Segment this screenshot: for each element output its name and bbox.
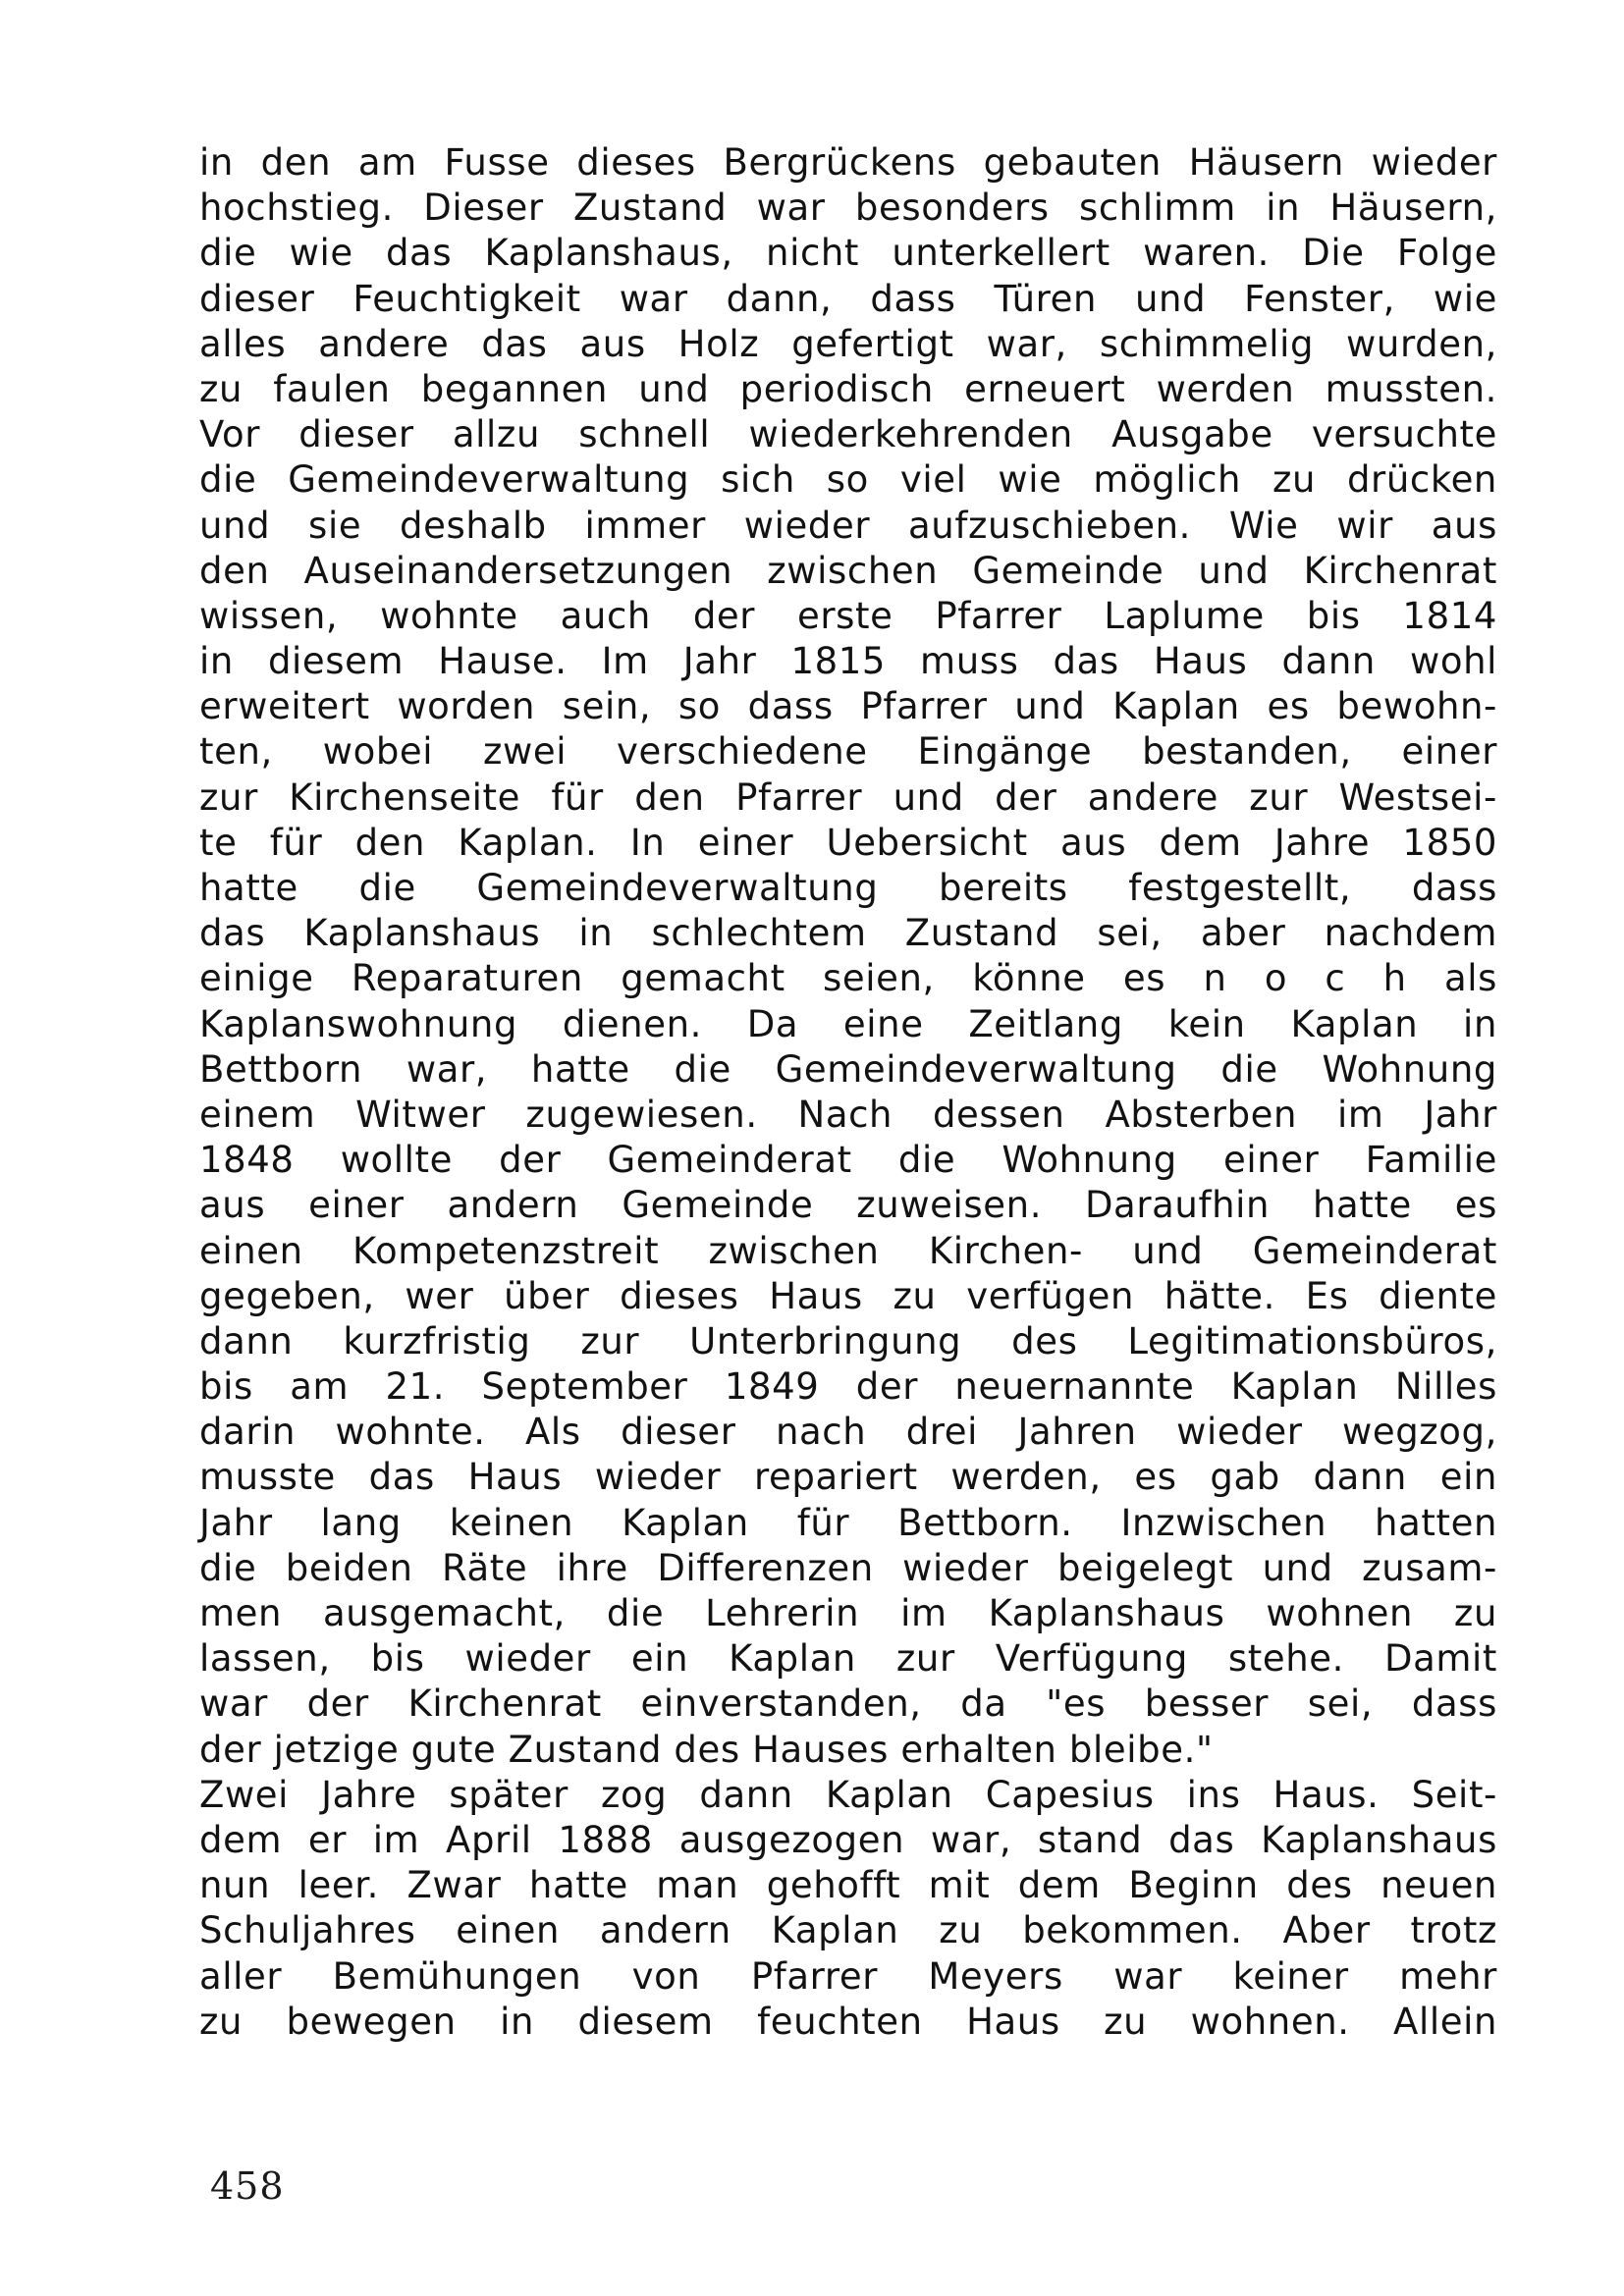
text-line-19: einige Reparaturen gemacht seien, könne es n o c h als [199, 957, 1497, 1000]
text-line-28: bis am 21. September 1849 der neuernannte Kaplan Nilles [199, 1365, 1497, 1409]
text-line-14: ten, wobei zwei verschiedene Eingänge bestanden, einer [199, 730, 1497, 774]
text-line-18: das Kaplanshaus in schlechtem Zustand sei, aber nachdem [199, 912, 1497, 955]
text-line-7: Vor dieser allzu schnell wiederkehrenden Ausgabe versuchte [199, 413, 1497, 456]
text-line-38: dem er im April 1888 ausgezogen war, stand das Kaplanshaus [199, 1818, 1497, 1861]
text-line-12: in diesem Hause. Im Jahr 1815 muss das Haus dann wohl [199, 640, 1497, 683]
text-line-34: lassen, bis wieder ein Kaplan zur Verfügung stehe. Damit [199, 1637, 1497, 1681]
text-line-29: darin wohnte. Als dieser nach drei Jahren wieder wegzog, [199, 1411, 1497, 1454]
text-line-8: die Gemeindeverwaltung sich so viel wie möglich zu drücken [199, 458, 1497, 502]
text-line-4: dieser Feuchtigkeit war dann, dass Türen und Fenster, wie [199, 277, 1497, 320]
text-line-2: hochstieg. Dieser Zustand war besonders schlimm in Häusern, [199, 187, 1497, 230]
text-line-9: und sie deshalb immer wieder aufzuschieben. Wie wir aus [199, 504, 1497, 547]
text-line-42: zu bewegen in diesem feuchten Haus zu wohnen. Allein [199, 2000, 1497, 2043]
text-line-15: zur Kirchenseite für den Pfarrer und der andere zur Westsei- [199, 775, 1497, 819]
text-line-11: wissen, wohnte auch der erste Pfarrer Laplume bis 1814 [199, 594, 1497, 637]
text-line-31: Jahr lang keinen Kaplan für Bettborn. Inzwischen hatten [199, 1501, 1497, 1544]
text-line-30: musste das Haus wieder repariert werden, es gab dann ein [199, 1456, 1497, 1499]
text-line-32: die beiden Räte ihre Differenzen wieder beigelegt und zusam- [199, 1546, 1497, 1589]
page-number: 458 [210, 2164, 285, 2208]
text-line-27: dann kurzfristig zur Unterbringung des Legitimationsbüros, [199, 1319, 1497, 1362]
text-line-39: nun leer. Zwar hatte man gehofft mit dem Beginn des neuen [199, 1864, 1497, 1907]
text-line-22: einem Witwer zugewiesen. Nach dessen Absterben im Jahr [199, 1093, 1497, 1136]
text-line-16: te für den Kaplan. In einer Uebersicht aus dem Jahre 1850 [199, 821, 1497, 864]
text-line-10: den Auseinandersetzungen zwischen Gemeinde und Kirchenrat [199, 549, 1497, 592]
text-line-26: gegeben, wer über dieses Haus zu verfügen hätte. Es diente [199, 1274, 1497, 1317]
body-text [199, 140, 1497, 2045]
text-line-40: Schuljahres einen andern Kaplan zu bekommen. Aber trotz [199, 1909, 1497, 1952]
text-line-3: die wie das Kaplanshaus, nicht unterkellert waren. Die Folge [199, 232, 1497, 275]
text-line-35: war der Kirchenrat einverstanden, da "es besser sei, dass [199, 1682, 1497, 1726]
text-line-33: men ausgemacht, die Lehrerin im Kaplanshaus wohnen zu [199, 1592, 1497, 1634]
text-line-1: in den am Fusse dieses Bergrückens gebauten Häusern wieder [199, 141, 1497, 184]
text-line-23: 1848 wollte der Gemeinderat die Wohnung einer Familie [199, 1139, 1497, 1182]
text-line-24: aus einer andern Gemeinde zuweisen. Daraufhin hatte es [199, 1184, 1497, 1227]
text-line-17: hatte die Gemeindeverwaltung bereits festgestellt, dass [199, 867, 1497, 909]
text-line-5: alles andere das aus Holz gefertigt war, schimmelig wurden, [199, 322, 1497, 365]
text-line-21: Bettborn war, hatte die Gemeindeverwaltung die Wohnung [199, 1047, 1497, 1091]
text-line-37: Zwei Jahre später zog dann Kaplan Capesius ins Haus. Seit- [199, 1773, 1497, 1816]
text-line-20: Kaplanswohnung dienen. Da eine Zeitlang kein Kaplan in [199, 1002, 1497, 1045]
text-line-13: erweitert worden sein, so dass Pfarrer und Kaplan es bewohn- [199, 685, 1497, 728]
text-line-25: einen Kompetenzstreit zwischen Kirchen- und Gemeinderat [199, 1229, 1497, 1272]
text-line-6: zu faulen begannen und periodisch erneuert werden mussten. [199, 367, 1497, 410]
text-line-36: der jetzige gute Zustand des Hauses erhalten bleibe." [199, 1728, 1214, 1771]
text-line-41: aller Bemühungen von Pfarrer Meyers war keiner mehr [199, 1954, 1497, 1998]
